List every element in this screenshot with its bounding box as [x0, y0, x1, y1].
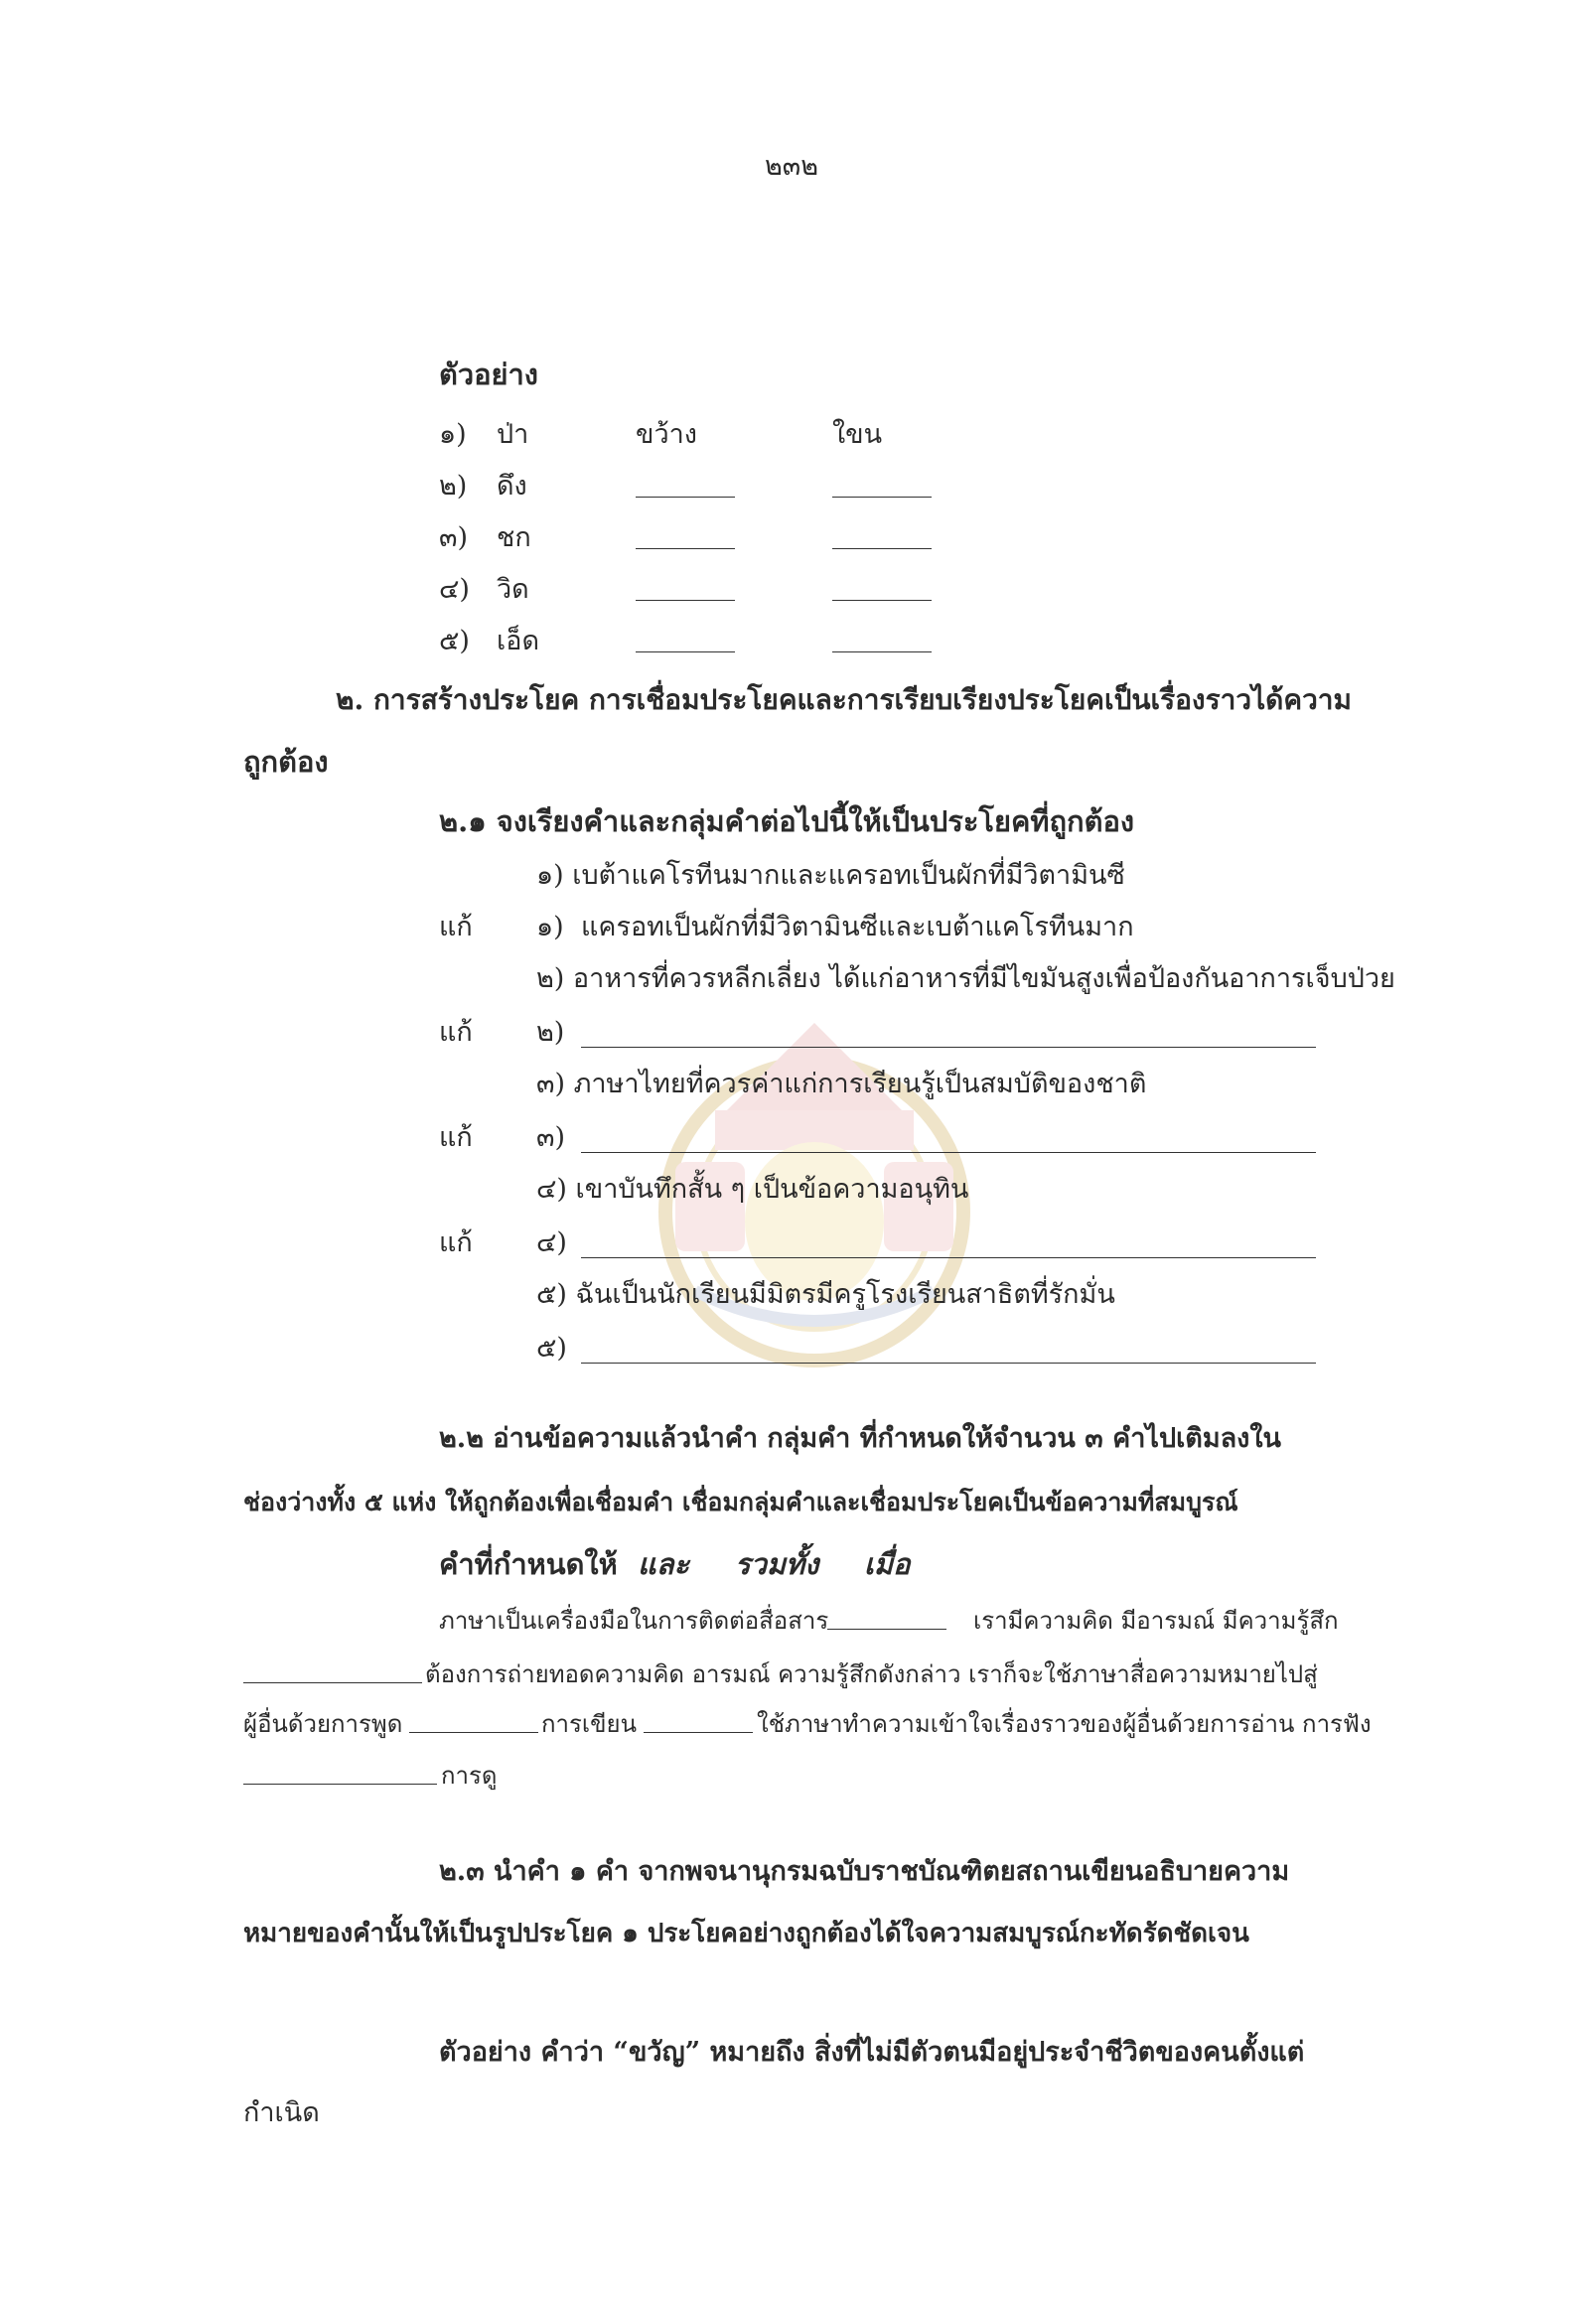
blank-line — [832, 600, 932, 601]
question-item: ๓) ภาษาไทยที่ควรค่าแก่การเรียนรู้เป็นสมบัติของชาติ — [536, 1069, 1147, 1099]
section21-title: ๒.๑ จงเรียงคำและกลุ่มคำต่อไปนี้ให้เป็นประโยคที่ถูกต้อง — [439, 804, 1135, 838]
passage-text: ภาษาเป็นเครื่องมือในการติดต่อสื่อสาร — [439, 1607, 829, 1635]
question-item: ๒) อาหารที่ควรหลีกเลี่ยง ได้แก่อาหารที่มีไขมันสูงเพื่อป้องกันอาการเจ็บป่วย — [536, 963, 1395, 994]
answer-line — [581, 1152, 1316, 1153]
answer-line — [581, 1047, 1316, 1048]
answer-text: แครอทเป็นผักที่มีวิตามินซีและเบต้าแคโรทีนมาก — [581, 912, 1134, 942]
passage-text: เรามีความคิด มีอารมณ์ มีความรู้สึก — [973, 1607, 1339, 1635]
answer-num: ๕) — [536, 1333, 567, 1364]
given-word: รวมทั้ง — [735, 1547, 819, 1581]
example-col3-word: ใขน — [832, 419, 883, 450]
blank-line — [636, 548, 735, 549]
page-number: ๒๓๒ — [765, 151, 819, 182]
question-item: ๑) เบต้าแคโรทีนมากและแครอทเป็นผักที่มีวิตามินซี — [536, 860, 1125, 891]
example-row-num: ๓) — [439, 522, 468, 553]
example-row-word: ดึง — [497, 471, 527, 502]
blank-line — [636, 497, 735, 498]
example-row-word: ป่า — [497, 419, 529, 450]
example-row-num: ๔) — [439, 574, 470, 605]
passage-text: ต้องการถ่ายทอดความคิด อารมณ์ ความรู้สึกดังกล่าว เราก็จะใช้ภาษาสื่อความหมายไปสู่ — [425, 1660, 1318, 1688]
blank-line — [832, 497, 932, 498]
section2-title-line2: ถูกต้อง — [243, 745, 329, 779]
blank-line — [636, 600, 735, 601]
answer-num: ๔) — [536, 1227, 567, 1258]
section23-line2: หมายของคำนั้นให้เป็นรูปประโยค ๑ ประโยคอย่างถูกต้องได้ใจความสมบูรณ์กะทัดรัดชัดเจน — [243, 1919, 1249, 1948]
section22-line1: ๒.๒ อ่านข้อความแล้วนำคำ กลุ่มคำ ที่กำหนดให้จำนวน ๓ คำไปเติมลงใน — [439, 1423, 1282, 1454]
passage-text: ใช้ภาษาทำความเข้าใจเรื่องราวของผู้อื่นด้วยการอ่าน การฟัง — [757, 1710, 1372, 1738]
fill-blank-line — [243, 1682, 422, 1683]
answer-num: ๑) — [536, 912, 564, 942]
example-row-num: ๑) — [439, 419, 467, 450]
example2-line1: ตัวอย่าง คำว่า “ขวัญ” หมายถึง สิ่งที่ไม่มีตัวตนมีอยู่ประจำชีวิตของคนตั้งแต่ — [439, 2037, 1305, 2068]
example-heading: ตัวอย่าง — [439, 358, 538, 391]
fix-label: แก้ — [439, 1017, 473, 1048]
blank-line — [832, 651, 932, 652]
blank-line — [832, 548, 932, 549]
fix-label: แก้ — [439, 1122, 473, 1153]
fill-blank-line — [644, 1732, 753, 1733]
fix-label: แก้ — [439, 1227, 473, 1258]
given-words-label: คำที่กำหนดให้ — [439, 1547, 618, 1581]
example-row-num: ๕) — [439, 626, 470, 656]
question-item: ๔) เขาบันทึกสั้น ๆ เป็นข้อความอนุทิน — [536, 1174, 969, 1205]
passage-text: การเขียน — [541, 1710, 637, 1738]
given-word: และ — [638, 1547, 690, 1581]
question-item: ๕) ฉันเป็นนักเรียนมีมิตรมีครูโรงเรียนสาธิตที่รักมั่น — [536, 1279, 1115, 1310]
section23-line1: ๒.๓ นำคำ ๑ คำ จากพจนานุกรมฉบับราชบัณฑิตยสถานเขียนอธิบายความ — [439, 1856, 1290, 1887]
example-col2-word: ขว้าง — [636, 419, 697, 450]
passage-text: ผู้อื่นด้วยการพูด — [243, 1710, 403, 1738]
example-row-word: เอ็ด — [497, 626, 539, 656]
example2-line2: กำเนิด — [243, 2097, 320, 2128]
answer-num: ๒) — [536, 1017, 565, 1048]
blank-line — [636, 651, 735, 652]
answer-line — [581, 1257, 1316, 1258]
section2-title-line1: ๒. การสร้างประโยค การเชื่อมประโยคและการเรียบเรียงประโยคเป็นเรื่องราวได้ความ — [336, 683, 1352, 716]
example-row-word: ชก — [497, 522, 531, 553]
fill-blank-line — [409, 1732, 538, 1733]
example-row-word: วิด — [497, 574, 529, 605]
fill-blank-line — [827, 1629, 946, 1630]
section22-line2: ช่องว่างทั้ง ๕ แห่ง ให้ถูกต้องเพื่อเชื่อมคำ เชื่อมกลุ่มคำและเชื่อมประโยคเป็นข้อความที่สมบูรณ์ — [243, 1488, 1238, 1516]
passage-text: การดู — [441, 1762, 498, 1790]
given-word: เมื่อ — [864, 1547, 911, 1581]
example-row-num: ๒) — [439, 471, 468, 502]
fill-blank-line — [243, 1784, 437, 1785]
answer-num: ๓) — [536, 1122, 565, 1153]
fix-label: แก้ — [439, 912, 473, 942]
answer-line — [581, 1363, 1316, 1364]
